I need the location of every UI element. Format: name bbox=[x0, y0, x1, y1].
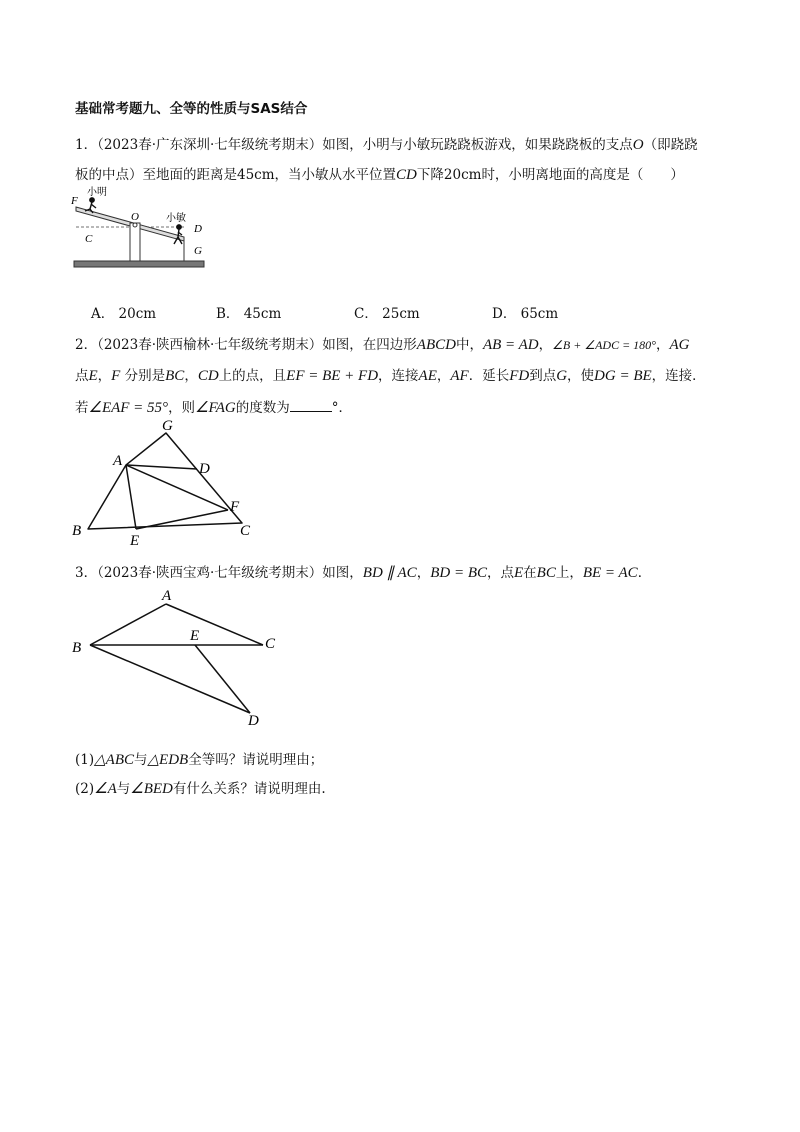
q2-var: CD bbox=[197, 368, 219, 384]
q2-expr: ∠B + ∠ADC = 180° bbox=[552, 338, 656, 352]
q3-text: ，点 bbox=[487, 565, 514, 581]
q2-expr: AB = AD bbox=[482, 337, 539, 353]
q2-text: 如图，在四边形 bbox=[322, 337, 417, 353]
q3-text: 全等吗？请说明理由； bbox=[188, 752, 324, 768]
q2-text: ，则 bbox=[168, 400, 196, 416]
label-f: F bbox=[71, 195, 78, 207]
q3-text: ， bbox=[416, 565, 431, 581]
q2-text: 到点 bbox=[529, 368, 557, 384]
q1-value-45: 45cm bbox=[237, 167, 275, 183]
option-value: 65cm bbox=[520, 306, 559, 322]
label-g: G bbox=[194, 245, 202, 257]
q1-text: 下降 bbox=[416, 167, 444, 183]
q1-value-20: 20cm bbox=[443, 167, 482, 183]
q2-expr: DG = BE bbox=[594, 368, 652, 384]
q3-text: 与 bbox=[134, 752, 148, 768]
q1-text: 如图，小明与小敏玩跷跷板游戏，如果跷跷板的支点 bbox=[322, 137, 633, 153]
q2-text: ， bbox=[538, 337, 553, 353]
q3-expr: ∠A bbox=[94, 781, 117, 797]
q2-line-3 bbox=[75, 396, 352, 417]
label-xiaoming: 小明 bbox=[87, 187, 107, 198]
q1-text: 板的中点）至地面的距离是 bbox=[75, 167, 237, 183]
q2-var: G bbox=[556, 368, 568, 384]
q3-expr: BD ∥ AC bbox=[362, 565, 417, 581]
q1-text: （即跷跷 bbox=[643, 137, 698, 153]
label-e: E bbox=[130, 533, 140, 549]
q2-text: 的度数为 bbox=[235, 400, 290, 416]
q2-text: 中， bbox=[455, 337, 483, 353]
label-o: O bbox=[131, 211, 139, 223]
q2-number: 2． bbox=[75, 337, 98, 353]
segment-ba bbox=[90, 604, 166, 645]
q2-expr: ∠EAF = 55° bbox=[88, 400, 169, 416]
q3-var: BC bbox=[536, 565, 556, 581]
q1-number: 1． bbox=[75, 137, 98, 153]
label-c: C bbox=[85, 233, 93, 245]
label-g: G bbox=[162, 418, 173, 434]
q3-sub-number: (2) bbox=[75, 781, 95, 797]
label-c: C bbox=[265, 636, 276, 652]
q3-sub-number: (1) bbox=[75, 752, 95, 768]
q2-text: ， bbox=[97, 368, 112, 384]
q2-var: E bbox=[88, 368, 98, 384]
q2-line-1 bbox=[75, 333, 689, 354]
q3-expr: ∠BED bbox=[130, 781, 173, 797]
q2-text: ， bbox=[436, 368, 451, 384]
q1-line-1 bbox=[75, 133, 698, 154]
option-letter: D． bbox=[492, 306, 517, 322]
q2-text: 点 bbox=[75, 368, 89, 384]
option-c[interactable] bbox=[354, 302, 420, 322]
segment-ef bbox=[136, 510, 228, 529]
option-b[interactable] bbox=[216, 302, 281, 322]
segment-ac bbox=[166, 604, 263, 645]
q2-text: 上的点，且 bbox=[218, 368, 287, 384]
q3-expr: BD = BC bbox=[430, 565, 487, 581]
q3-sub-1 bbox=[75, 748, 323, 769]
q3-text: 有什么关系？请说明理由. bbox=[172, 781, 326, 797]
q2-expr: EF = BE + FD bbox=[286, 368, 379, 384]
q2-var-abcd: ABCD bbox=[416, 337, 456, 353]
option-letter: A． bbox=[91, 306, 115, 322]
q3-expr: △EDB bbox=[147, 752, 189, 768]
label-d: D bbox=[194, 223, 202, 235]
q1-source: （2023春·广东深圳·七年级统考期末） bbox=[97, 137, 323, 153]
option-value: 25cm bbox=[382, 306, 420, 322]
seesaw-figure bbox=[68, 183, 218, 273]
q1-text: ，当小敏从水平位置 bbox=[274, 167, 397, 183]
ground bbox=[74, 261, 204, 267]
q3-var: E bbox=[514, 565, 524, 581]
q1-var-o: O bbox=[632, 137, 644, 153]
q3-text: 在 bbox=[523, 565, 537, 581]
label-d: D bbox=[248, 713, 259, 729]
q2-text: ， bbox=[655, 337, 670, 353]
option-value: 20cm bbox=[118, 306, 157, 322]
q2-expr: AG bbox=[669, 337, 690, 353]
q2-var: BC bbox=[165, 368, 185, 384]
q1-line-2 bbox=[75, 163, 684, 184]
q3-expr: △ABC bbox=[94, 752, 134, 768]
q3-number: 3． bbox=[75, 565, 98, 581]
q2-text: ．延长 bbox=[468, 368, 510, 384]
q2-text: ，连接 bbox=[378, 368, 419, 384]
segment-ad bbox=[126, 465, 197, 469]
triangles-figure bbox=[70, 585, 290, 730]
q2-var: FD bbox=[509, 368, 530, 384]
q3-text: 与 bbox=[116, 781, 131, 797]
option-value: 45cm bbox=[243, 306, 282, 322]
q2-text: 若 bbox=[75, 400, 89, 416]
label-b: B bbox=[72, 640, 82, 656]
segment-bd bbox=[90, 645, 250, 713]
xiaoming-figure bbox=[85, 198, 96, 213]
q2-expr: AF bbox=[450, 368, 469, 384]
q3-sub-2 bbox=[75, 777, 326, 798]
label-d: D bbox=[199, 461, 210, 477]
label-c: C bbox=[240, 523, 251, 539]
label-a: A bbox=[113, 453, 123, 469]
option-letter: C． bbox=[354, 306, 378, 322]
quadrilateral-figure bbox=[70, 415, 270, 550]
option-a[interactable] bbox=[91, 302, 156, 322]
segment-ed bbox=[195, 645, 250, 713]
q2-source: （2023春·陕西榆林·七年级统考期末） bbox=[97, 337, 323, 353]
q2-text: °． bbox=[331, 400, 352, 416]
q2-text: ， bbox=[184, 368, 198, 384]
pivot-stand bbox=[130, 223, 140, 261]
label-b: B bbox=[72, 523, 82, 539]
option-d[interactable] bbox=[492, 302, 558, 322]
q3-expr: BE = AC bbox=[582, 565, 638, 581]
label-a: A bbox=[162, 588, 172, 604]
q2-var: F bbox=[111, 368, 121, 384]
q2-expr: AE bbox=[418, 368, 437, 384]
q3-text: ． bbox=[637, 565, 652, 581]
section-title: 基础常考题九、全等的性质与SAS结合 bbox=[75, 101, 308, 117]
q3-line-1 bbox=[75, 561, 651, 582]
q2-text: ，连接． bbox=[651, 368, 706, 384]
q3-text: 如图， bbox=[322, 565, 363, 581]
label-f: F bbox=[230, 499, 240, 515]
label-e: E bbox=[190, 628, 200, 644]
segment-ae bbox=[126, 465, 136, 529]
q1-text: 时，小明离地面的高度是（ ） bbox=[481, 167, 684, 183]
q2-text: 分别是 bbox=[120, 368, 166, 384]
answer-blank[interactable] bbox=[290, 399, 332, 412]
q3-text: 上， bbox=[555, 565, 583, 581]
label-xiaomin: 小敏 bbox=[166, 213, 186, 224]
option-letter: B． bbox=[216, 306, 240, 322]
outer-shape bbox=[88, 433, 242, 529]
q2-text: ，使 bbox=[567, 368, 595, 384]
q3-source: （2023春·陕西宝鸡·七年级统考期末） bbox=[97, 565, 323, 581]
q2-line-2 bbox=[75, 364, 706, 385]
q2-expr: ∠FAG bbox=[195, 400, 236, 416]
q1-var-cd: CD bbox=[396, 167, 417, 183]
